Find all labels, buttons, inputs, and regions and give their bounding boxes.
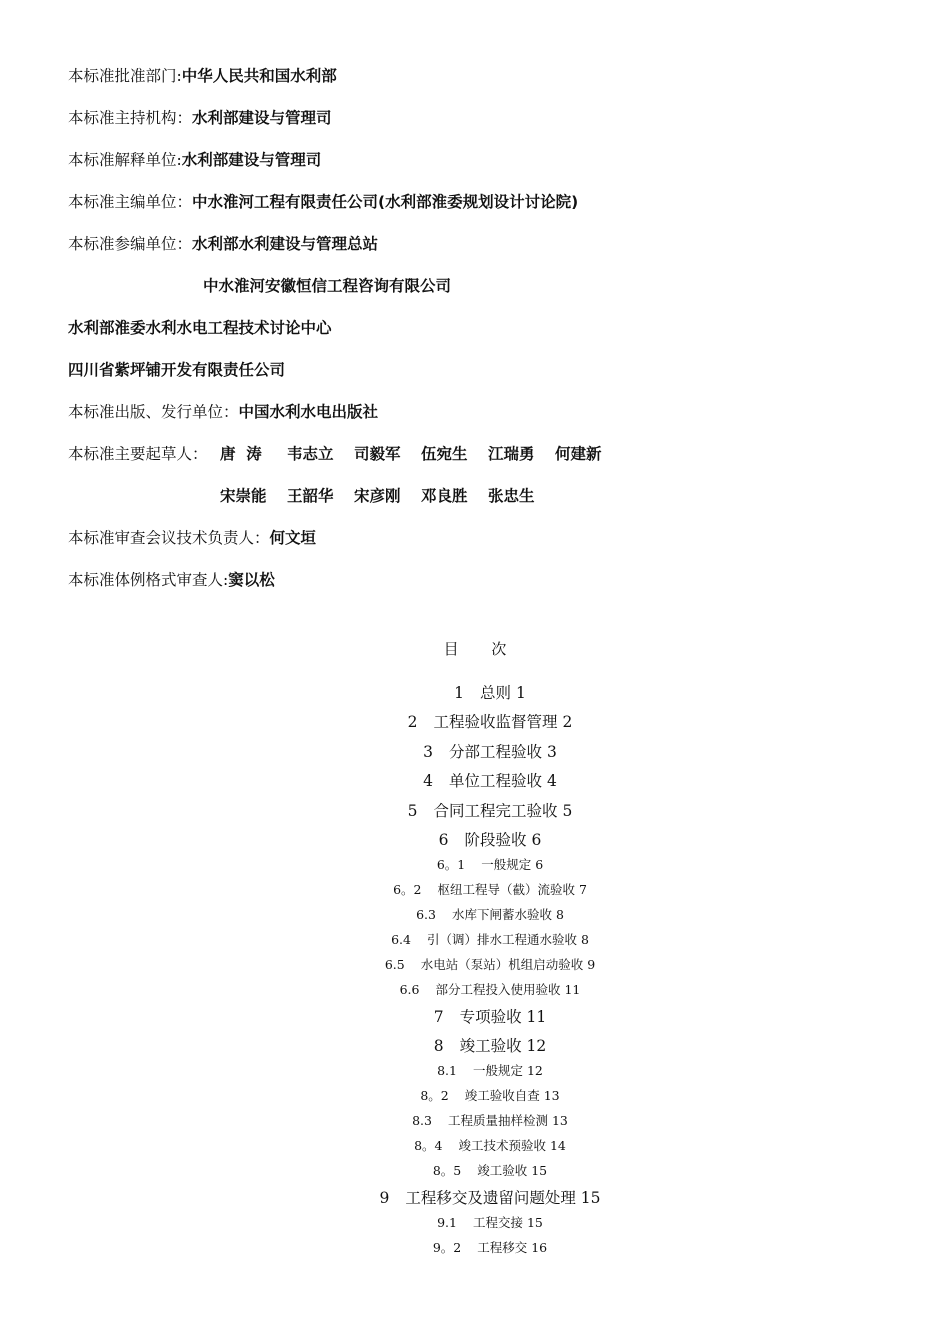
toc-entry-number: 8。2 — [420, 1088, 449, 1104]
toc-chapter-entry[interactable] — [0, 1006, 950, 1028]
toc-entry-text: 部分工程投入使用验收 11 — [435, 982, 581, 997]
toc-section-entry[interactable] — [0, 856, 950, 874]
toc-entry-text: 水库下闸蓄水验收 8 — [451, 907, 564, 922]
toc-chapter-entry[interactable] — [0, 770, 950, 792]
drafters-label: 本标准主要起草人： — [68, 445, 208, 463]
format-reviewer-line — [68, 569, 275, 592]
toc-entry-number: 6.5 — [384, 957, 405, 972]
host-organization-line — [68, 107, 332, 130]
drafter-name: 宋彦刚 — [354, 487, 401, 505]
toc-entry-number: 5 — [407, 801, 418, 820]
publisher-value: 中国水利水电出版社 — [238, 403, 379, 421]
toc-entry-text: 工程质量抽样检测 13 — [448, 1113, 568, 1129]
toc-entry-number: 6.6 — [399, 982, 420, 997]
toc-entry-number: 8.3 — [412, 1113, 432, 1129]
drafters-row-1 — [220, 443, 602, 465]
interpretation-unit-value: 水利部建设与管理司 — [181, 151, 322, 169]
toc-entry-number: 8 — [433, 1037, 444, 1056]
approval-department-value: 中华人民共和国水利部 — [181, 67, 337, 85]
drafter-name: 司毅军 — [354, 445, 401, 463]
toc-entry-text: 专项验收 11 — [459, 1008, 547, 1026]
drafter-name: 伍宛生 — [421, 445, 468, 463]
toc-entry-text: 一般规定 6 — [481, 857, 544, 872]
toc-section-entry[interactable] — [0, 1214, 950, 1232]
drafter-name: 何建新 — [555, 445, 602, 463]
drafter-name: 宋崇能 — [220, 487, 267, 505]
toc-section-entry[interactable] — [0, 931, 950, 949]
drafter-name: 江瑞勇 — [488, 445, 535, 463]
toc-entry-number: 6 — [438, 831, 449, 849]
toc-section-entry[interactable] — [0, 1062, 950, 1080]
toc-entry-text: 合同工程完工验收 5 — [433, 801, 573, 820]
participating-unit: 四川省紫坪铺开发有限责任公司 — [68, 361, 286, 379]
toc-chapter-entry[interactable] — [0, 1035, 950, 1057]
toc-entry-number: 8。4 — [414, 1138, 443, 1154]
toc-entry-text: 竣工技术预验收 14 — [458, 1138, 566, 1154]
participating-unit: 水利部水利建设与管理总站 — [192, 235, 379, 253]
toc-entry-text: 竣工验收 12 — [459, 1037, 547, 1056]
format-reviewer-label: 本标准体例格式审查人: — [68, 571, 229, 589]
toc-entry-number: 8.1 — [437, 1063, 457, 1079]
toc-title: 目 次 — [443, 640, 507, 658]
participating-units-line — [68, 233, 378, 256]
participating-unit: 水利部淮委水利水电工程技术讨论中心 — [68, 319, 332, 337]
toc-section-entry[interactable] — [0, 1137, 950, 1155]
toc-entry-number: 6。2 — [393, 882, 422, 897]
toc-entry-text: 阶段验收 6 — [464, 831, 542, 849]
toc-entry-text: 竣工验收自查 13 — [464, 1088, 560, 1104]
toc-entry-number: 9.1 — [437, 1215, 457, 1231]
drafter-name: 王韶华 — [287, 487, 334, 505]
toc-entry-text: 总则 1 — [480, 684, 526, 702]
toc-entry-text: 引（调）排水工程通水验收 8 — [426, 932, 589, 947]
toc-section-entry[interactable] — [0, 906, 950, 924]
toc-entry-text: 一般规定 12 — [473, 1063, 543, 1079]
toc-entry-number: 3 — [423, 742, 434, 761]
toc-entry-text: 工程移交 16 — [477, 1240, 548, 1256]
toc-chapter-entry[interactable] — [0, 829, 950, 851]
toc-entry-number: 7 — [433, 1008, 444, 1026]
chief-editor-unit-label: 本标准主编单位： — [68, 193, 193, 211]
review-lead-label: 本标准审查会议技术负责人： — [68, 529, 270, 547]
chief-editor-unit-line — [68, 191, 578, 214]
format-reviewer-value: 窦以松 — [228, 571, 275, 589]
toc-chapter-entry[interactable] — [0, 800, 950, 822]
toc-entry-text: 工程验收监督管理 2 — [433, 713, 573, 732]
chief-editor-unit-value: 中水淮河工程有限责任公司(水利部淮委规划设计讨论院) — [192, 193, 579, 211]
approval-department-label: 本标准批准部门: — [68, 67, 182, 85]
publisher-label: 本标准出版、发行单位： — [68, 403, 239, 421]
toc-entry-number: 9。2 — [432, 1240, 462, 1256]
review-lead-value: 何文垣 — [269, 529, 317, 547]
toc-section-entry[interactable] — [0, 1162, 950, 1180]
toc-section-entry[interactable] — [0, 1239, 950, 1257]
drafter-name: 张忠生 — [488, 487, 535, 505]
participating-unit: 中水淮河安徽恒信工程咨询有限公司 — [203, 277, 452, 295]
toc-entry-number: 8。5 — [432, 1163, 462, 1179]
toc-section-entry[interactable] — [0, 1112, 950, 1130]
toc-chapter-entry[interactable] — [0, 1187, 950, 1209]
toc-entry-number: 6.4 — [391, 932, 411, 947]
toc-entry-number: 6.3 — [416, 907, 436, 922]
toc-entry-number: 6。1 — [436, 857, 466, 872]
toc-entry-text: 竣工验收 15 — [477, 1163, 548, 1179]
drafter-name: 韦志立 — [287, 445, 334, 463]
toc-entry-text: 枢纽工程导（截）流验收 7 — [437, 882, 587, 897]
toc-section-entry[interactable] — [0, 881, 950, 899]
toc-section-entry[interactable] — [0, 956, 950, 974]
interpretation-unit-line — [68, 149, 321, 172]
toc-entry-text: 单位工程验收 4 — [449, 772, 557, 791]
toc-entry-number: 4 — [423, 772, 434, 791]
interpretation-unit-label: 本标准解释单位: — [68, 151, 182, 169]
review-lead-line — [68, 527, 316, 550]
drafters-row-2 — [220, 485, 535, 507]
toc-section-entry[interactable] — [0, 1087, 950, 1105]
toc-chapter-entry[interactable] — [0, 741, 950, 763]
toc-entry-text: 工程交接 15 — [473, 1215, 543, 1231]
toc-chapter-entry[interactable] — [0, 682, 950, 704]
drafters-line — [68, 443, 208, 466]
publisher-line — [68, 401, 378, 424]
toc-section-entry[interactable] — [0, 981, 950, 999]
toc-entry-number: 1 — [454, 684, 465, 702]
toc-entry-text: 工程移交及遗留问题处理 15 — [405, 1189, 601, 1208]
host-organization-value: 水利部建设与管理司 — [192, 109, 332, 127]
participating-units-label: 本标准参编单位： — [68, 235, 193, 253]
toc-entry-number: 9 — [379, 1189, 390, 1208]
drafter-name: 唐 涛 — [220, 445, 262, 463]
toc-entry-text: 水电站（泵站）机组启动验收 9 — [420, 957, 596, 972]
drafter-name: 邓良胜 — [421, 487, 468, 505]
approval-department-line — [68, 65, 337, 88]
toc-chapter-entry[interactable] — [0, 711, 950, 733]
toc-entry-number: 2 — [407, 713, 418, 732]
toc-entry-text: 分部工程验收 3 — [449, 742, 557, 761]
host-organization-label: 本标准主持机构： — [68, 109, 193, 127]
